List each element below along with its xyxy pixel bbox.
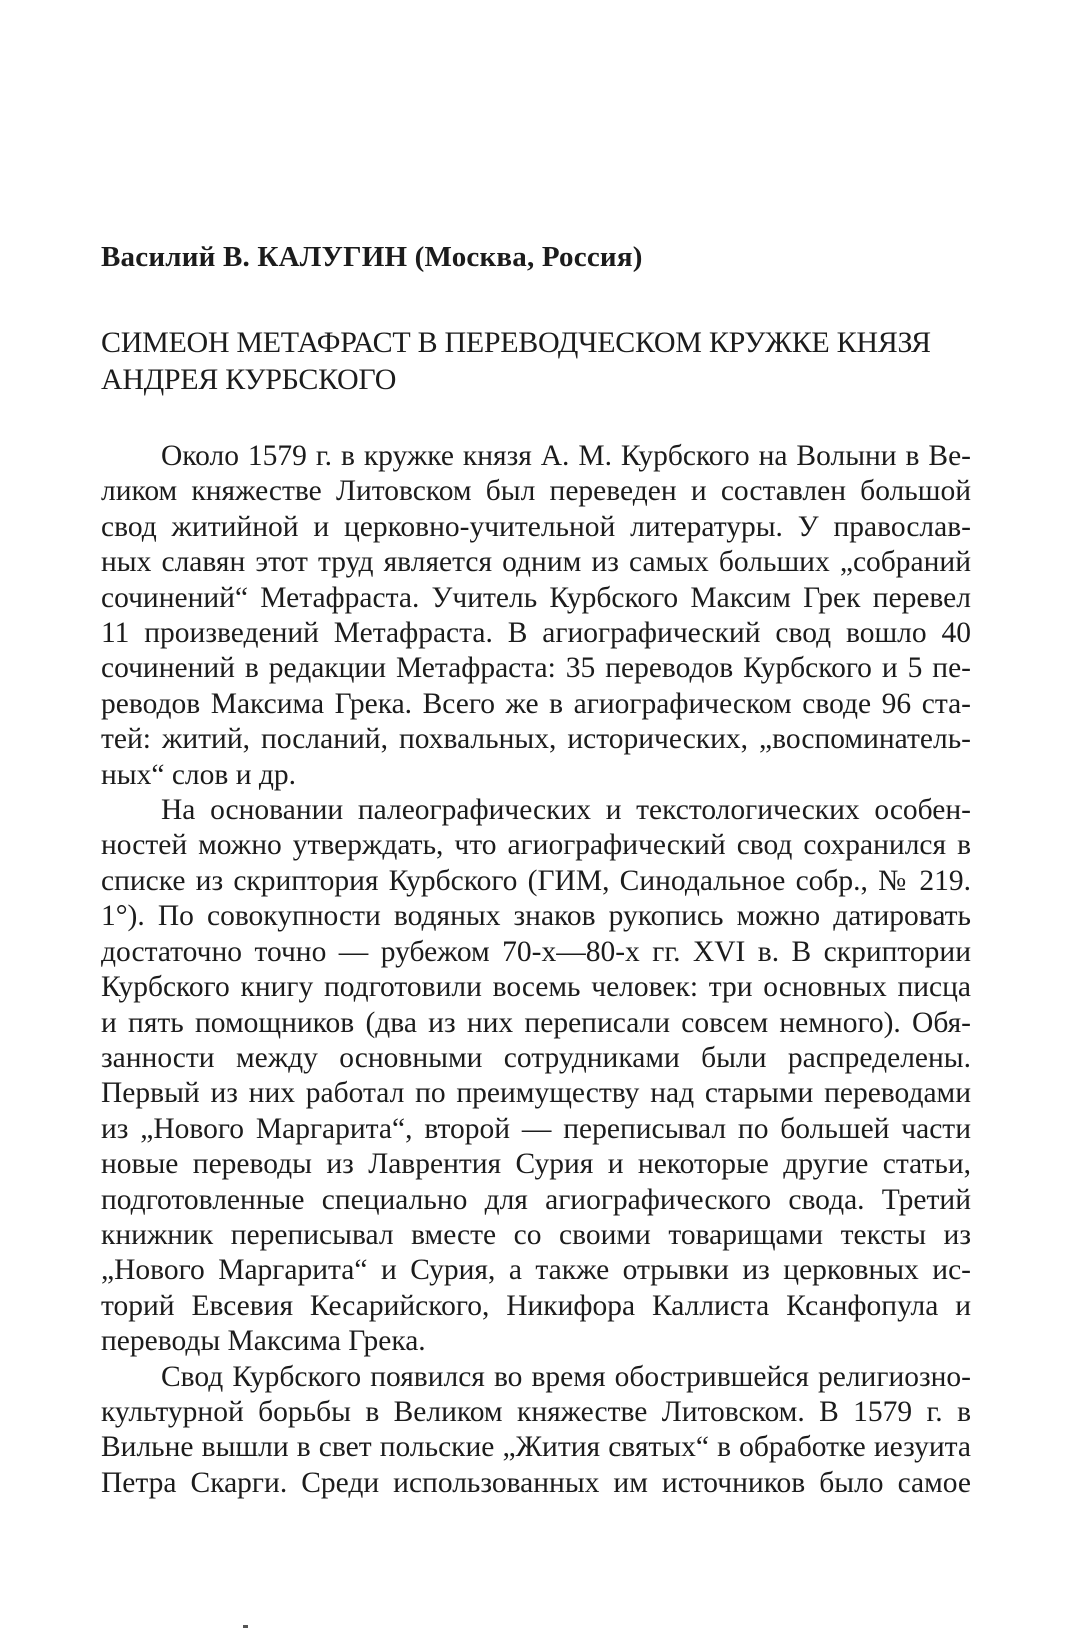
text-line: ликом княжестве Литовском был переведен и составлен большой bbox=[101, 475, 971, 508]
text-line: списке из скриптория Курбского (ГИМ, Синодальное собр., № 219. bbox=[101, 864, 971, 897]
text-line: Свод Курбского появился во время обострившейся религиозно- bbox=[161, 1360, 971, 1393]
text-line: Около 1579 г. в кружке князя А. М. Курбского на Волыни в Ве- bbox=[161, 440, 971, 472]
text-line: ных“ слов и др. bbox=[101, 758, 296, 791]
text-line: На основании палеографических и текстологических особен- bbox=[161, 794, 971, 827]
text-line: торий Евсевия Кесарийского, Никифора Каллиста Ксанфопула и bbox=[101, 1289, 971, 1322]
text-line: тей: житий, посланий, похвальных, исторических, „воспоминатель- bbox=[101, 723, 971, 756]
text-line: достаточно точно — рубежом 70-х—80-х гг. XVI в. В скриптории bbox=[101, 935, 971, 968]
text-line: книжник переписывал вместе со своими товарищами тексты из bbox=[101, 1218, 971, 1251]
text-line: сочинений“ Метафраста. Учитель Курбского Максим Грек перевел bbox=[101, 581, 971, 614]
paragraph-1 bbox=[101, 439, 971, 793]
text-line: 11 произведений Метафраста. В агиографический свод вошло 40 bbox=[101, 617, 971, 650]
text-line: культурной борьбы в Великом княжестве Литовском. В 1579 г. в bbox=[101, 1395, 971, 1428]
author-line: Василий В. КАЛУГИН (Москва, Россия) bbox=[101, 241, 643, 273]
text-line: Курбского книгу подготовили восемь человек: три основных писца bbox=[101, 971, 971, 1004]
text-line: занности между основными сотрудниками были распределены. bbox=[101, 1041, 971, 1074]
text-line: новые переводы из Лаврентия Сурия и некоторые другие статьи, bbox=[101, 1148, 971, 1181]
text-line: ных славян этот труд является одним из самых больших „собраний bbox=[101, 546, 971, 579]
paragraph-3 bbox=[101, 1360, 971, 1502]
text-line: Вильне вышли в свет польские „Жития святых“ в обработке иезуита bbox=[101, 1431, 971, 1464]
title-line: СИМЕОН МЕТАФРАСТ В ПЕРЕВОДЧЕСКОМ КРУЖКЕ КНЯЗЯ bbox=[101, 326, 931, 359]
paragraph-2 bbox=[101, 793, 971, 1360]
document-page bbox=[101, 0, 971, 1641]
text-line: реводов Максима Грека. Всего же в агиографическом своде 96 ста- bbox=[101, 687, 971, 720]
text-line: переводы Максима Грека. bbox=[101, 1325, 426, 1358]
text-line: из „Нового Маргарита“, второй — переписывал по большей части bbox=[101, 1112, 971, 1145]
text-line: Петра Скарги. Среди использованных им источников было самое bbox=[101, 1466, 971, 1499]
scan-speck bbox=[243, 1625, 248, 1628]
text-line: свод житийной и церковно-учительной литературы. У православ- bbox=[101, 510, 971, 543]
text-line: 1°). По совокупности водяных знаков рукопись можно датировать bbox=[101, 900, 971, 933]
article-body bbox=[101, 439, 971, 1501]
text-line: ностей можно утверждать, что агиографический свод сохранился в bbox=[101, 829, 971, 862]
article-title bbox=[101, 324, 931, 398]
text-line: подготовленные специально для агиографического свода. Третий bbox=[101, 1183, 971, 1216]
text-line: сочинений в редакции Метафраста: 35 переводов Курбского и 5 пе- bbox=[101, 652, 971, 685]
text-line: „Нового Маргарита“ и Сурия, а также отрывки из церковных ис- bbox=[101, 1254, 971, 1287]
title-line: АНДРЕЯ КУРБСКОГО bbox=[101, 363, 397, 396]
text-line: Первый из них работал по преимуществу над старыми переводами bbox=[101, 1077, 971, 1110]
text-line: и пять помощников (два из них переписали совсем немного). Обя- bbox=[101, 1006, 971, 1039]
